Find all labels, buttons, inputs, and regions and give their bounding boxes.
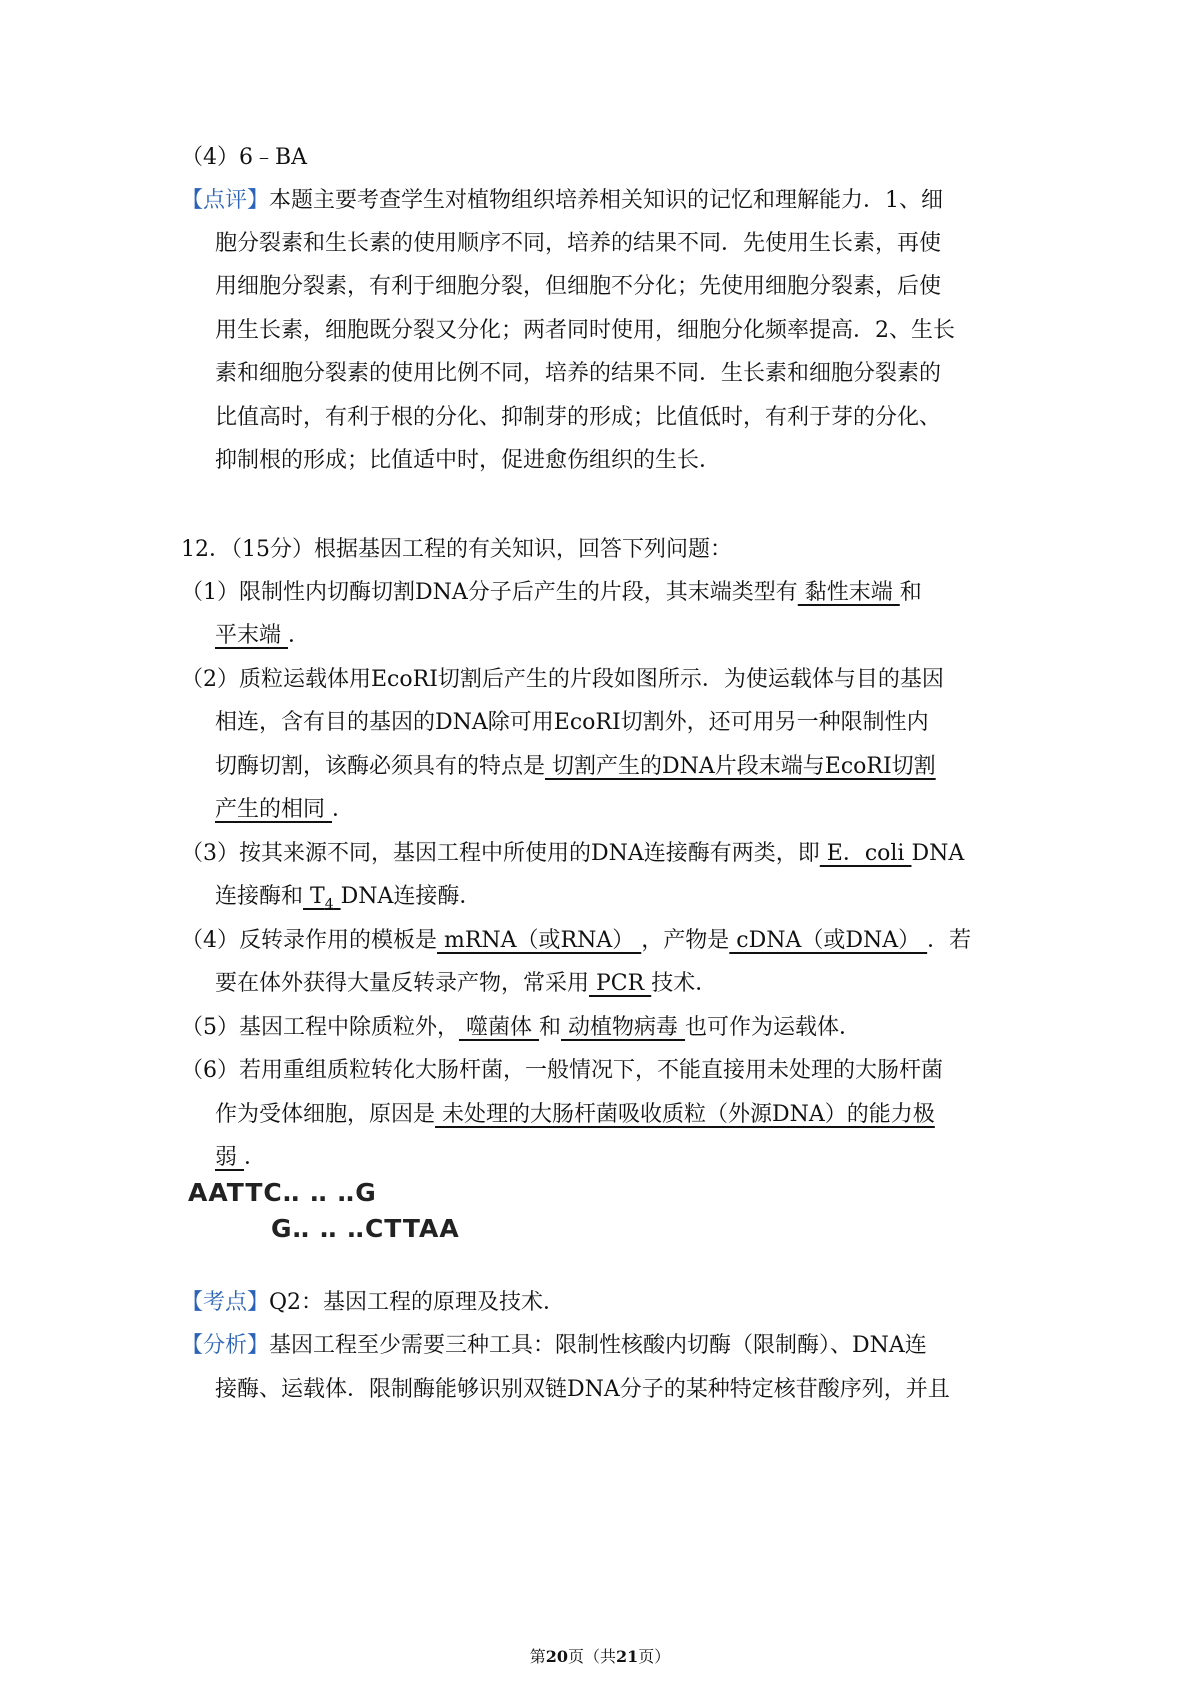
fenxi-label: 【分析】: [181, 1333, 270, 1358]
answer-blank: 噬菌体: [459, 1015, 539, 1040]
answer-blank: 黏性末端: [797, 580, 900, 605]
comment-line: 抑制根的形成；比值适中时，促进愈伤组织的生长．: [215, 448, 722, 473]
q12-part-6: （6）若用重组质粒转化大肠杆菌，一般情况下，不能直接用未处理的大肠杆菌: [181, 1058, 943, 1083]
ecori-fragment-bottom-strand: G‥ ‥ ‥CTTAA: [271, 1214, 460, 1243]
kaodian-line: 【考点】Q2：基因工程的原理及技术．: [181, 1290, 566, 1315]
kaodian-label: 【考点】: [181, 1290, 270, 1315]
q12-part-4-cont: 要在体外获得大量反转录产物，常采用 PCR 技术．: [215, 971, 718, 996]
answer-blank: 产生的相同: [215, 797, 332, 822]
answer-blank: mRNA（或RNA）: [437, 928, 642, 953]
q12-part-1: （1）限制性内切酶切割DNA分子后产生的片段，其末端类型有 黏性末端 和: [181, 580, 922, 605]
answer-blank: 切割产生的DNA片段末端与EcoRI切割: [545, 754, 936, 779]
comment-line: 【点评】本题主要考查学生对植物组织培养相关知识的记忆和理解能力．1、细: [181, 188, 944, 213]
q12-part-2-cont: 切酶切割，该酶必须具有的特点是 切割产生的DNA片段末端与EcoRI切割: [215, 754, 936, 779]
ecori-fragment-top-strand: AATTC‥ ‥ ‥G: [188, 1178, 377, 1207]
q12-part-3-cont: 连接酶和 $T_4$ DNA连接酶．: [215, 884, 482, 913]
page-number: 20: [545, 1647, 568, 1666]
q12-part-2-cont: 产生的相同 ．: [215, 797, 355, 822]
q12-part-2: （2）质粒运载体用EcoRⅠ切割后产生的片段如图所示．为使运载体与目的基因: [181, 667, 944, 692]
q12-part-4: （4）反转录作用的模板是 mRNA（或RNA） ，产物是 cDNA（或DNA） ．若: [181, 928, 972, 953]
answer-blank: 弱: [215, 1145, 244, 1170]
question-12-header: 12．（15分）根据基因工程的有关知识，回答下列问题：: [181, 537, 732, 562]
q12-part-6-cont: 弱 ．: [215, 1145, 267, 1170]
answer-blank: cDNA（或DNA）: [729, 928, 928, 953]
page-footer: 第20页（共21页）: [529, 1647, 671, 1666]
fenxi-line: 【分析】基因工程至少需要三种工具：限制性核酸内切酶（限制酶）、DNA连: [181, 1333, 927, 1358]
q12-part-3: （3）按其来源不同，基因工程中所使用的DNA连接酶有两类，即 E．coli DNA: [181, 841, 965, 866]
answer-blank: E．coli: [819, 841, 912, 866]
q12-part-2-cont: 相连，含有目的基因的DNA除可用EcoRⅠ切割外，还可用另一种限制性内: [215, 710, 929, 735]
answer-blank: PCR: [589, 971, 652, 996]
comment-line: 用细胞分裂素，有利于细胞分裂，但细胞不分化；先使用细胞分裂素，后使: [215, 274, 942, 299]
q12-part-5: （5）基因工程中除质粒外， 噬菌体 和 动植物病毒 也可作为运载体．: [181, 1015, 862, 1040]
answer-blank: 动植物病毒: [561, 1015, 686, 1040]
comment-line: 比值高时，有利于根的分化、抑制芽的形成；比值低时，有利于芽的分化、: [215, 405, 942, 430]
q12-part-1-cont: 平末端 ．: [215, 623, 311, 648]
answer-blank: 未处理的大肠杆菌吸收质粒（外源DNA）的能力极: [435, 1102, 935, 1127]
fenxi-line: 接酶、运载体．限制酶能够识别双链DNA分子的某种特定核苷酸序列，并且: [215, 1377, 950, 1402]
comment-line: 胞分裂素和生长素的使用顺序不同，培养的结果不同．先使用生长素，再使: [215, 231, 942, 256]
q12-part-6-cont: 作为受体细胞，原因是 未处理的大肠杆菌吸收质粒（外源DNA）的能力极: [215, 1102, 935, 1127]
answer-blank: $T_4$: [303, 884, 334, 913]
page-total: 21: [616, 1647, 639, 1666]
comment-label: 【点评】: [181, 188, 270, 213]
comment-line: 用生长素，细胞既分裂又分化；两者同时使用，细胞分化频率提高．2、生长: [215, 318, 955, 343]
comment-line: 素和细胞分裂素的使用比例不同，培养的结果不同．生长素和细胞分裂素的: [215, 361, 942, 386]
section-4-answer: （4）6﹣BA: [181, 145, 308, 170]
answer-blank: 平末端: [215, 623, 288, 648]
